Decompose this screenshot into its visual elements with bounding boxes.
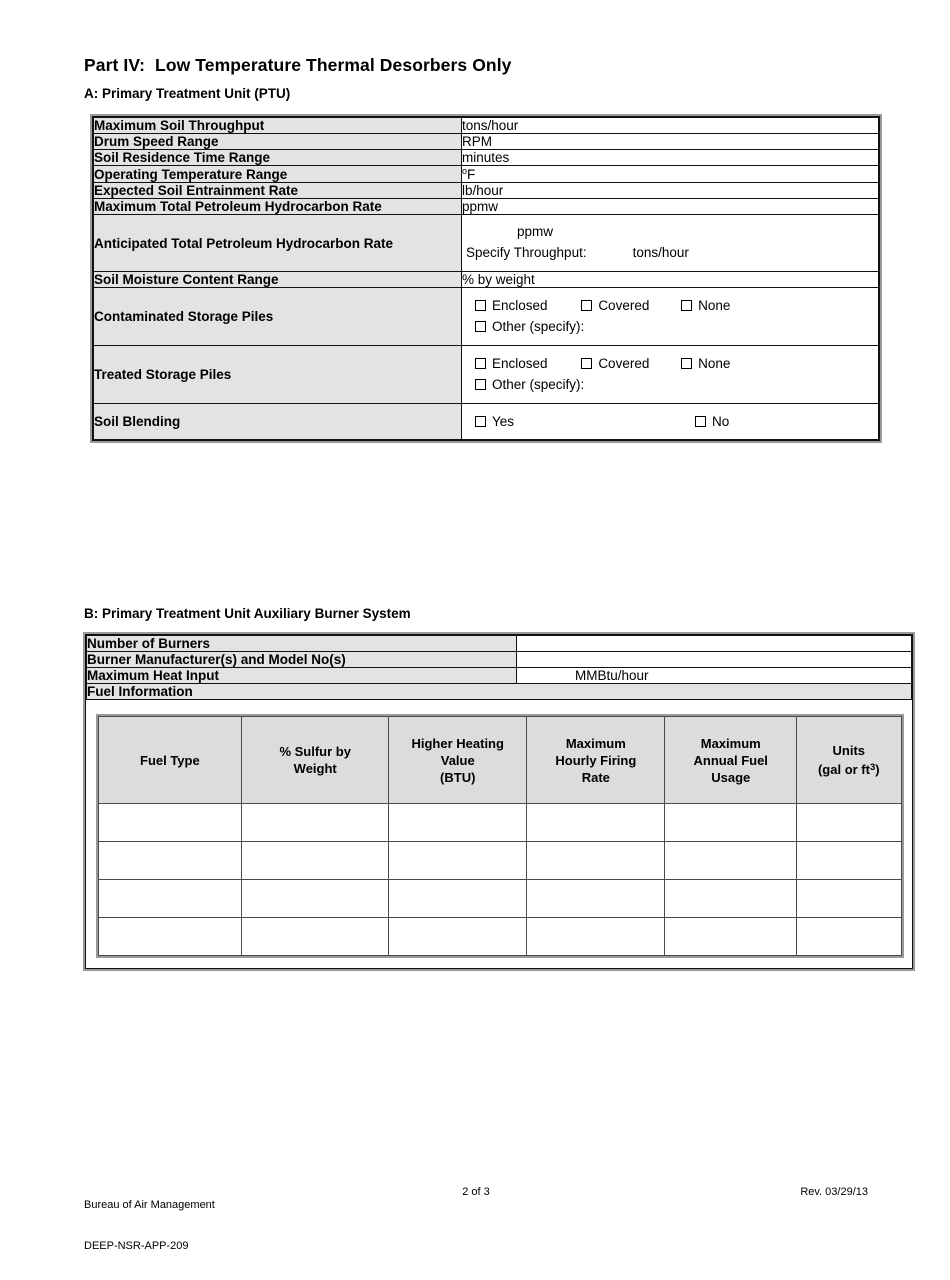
units-close-paren: ) <box>875 762 880 777</box>
table-row <box>94 118 879 134</box>
table-row <box>98 842 901 880</box>
checkbox-line-2 <box>462 316 878 337</box>
checkbox-icon[interactable] <box>681 358 692 369</box>
header-line-3: Rate <box>581 769 610 785</box>
soil-blending-options <box>462 404 879 440</box>
fuel-cell[interactable] <box>797 880 901 918</box>
ptu-table <box>93 117 879 440</box>
burner-table-frame <box>83 632 915 971</box>
fuel-cell[interactable] <box>242 804 389 842</box>
anticipated-tph-unit[interactable]: ppmw <box>517 224 554 239</box>
row-label: Anticipated Total Petroleum Hydrocarbon Rate <box>94 215 462 272</box>
column-header-sulfur <box>242 717 389 804</box>
row-value[interactable] <box>517 636 912 652</box>
checkbox-option-none[interactable] <box>681 295 730 316</box>
checkbox-option-enclosed[interactable] <box>475 353 548 374</box>
footer-form-number: DEEP-NSR-APP-209 <box>84 1239 189 1252</box>
table-row <box>98 880 901 918</box>
checkbox-line-1 <box>462 295 878 316</box>
header-line-1: % Sulfur by <box>279 744 351 759</box>
header-line-3: Usage <box>711 769 751 785</box>
column-header-units <box>797 717 901 804</box>
checkbox-option-other[interactable] <box>475 316 584 337</box>
row-label: Contaminated Storage Piles <box>94 288 462 346</box>
temperature-unit: F <box>467 167 476 182</box>
burner-table-inner <box>85 634 913 969</box>
header-line-1: Maximum <box>565 735 626 751</box>
degree-symbol: o <box>462 166 468 176</box>
checkbox-icon[interactable] <box>681 300 692 311</box>
table-row <box>98 804 901 842</box>
fuel-table-frame <box>96 714 904 958</box>
row-label: Operating Temperature Range <box>94 166 462 183</box>
footer-page-number: 2 of 3 <box>462 1186 490 1198</box>
checkbox-label: Covered <box>598 298 650 313</box>
table-row <box>87 668 912 684</box>
table-row <box>94 346 879 404</box>
fuel-information-label: Fuel Information <box>87 684 912 700</box>
row-value[interactable] <box>517 652 912 668</box>
checkbox-option-enclosed[interactable] <box>475 295 548 316</box>
checkbox-icon[interactable] <box>475 379 486 390</box>
row-label: Burner Manufacturer(s) and Model No(s) <box>87 652 517 668</box>
row-value[interactable] <box>462 166 879 183</box>
row-value[interactable]: lb/hour <box>462 183 879 199</box>
column-header-hourly-firing-rate <box>527 717 665 804</box>
treated-storage-options <box>462 346 879 404</box>
header-line-1: Higher Heating <box>411 735 504 751</box>
fuel-cell[interactable] <box>98 804 242 842</box>
fuel-cell[interactable] <box>797 842 901 880</box>
table-row <box>94 134 879 150</box>
specify-throughput-unit[interactable]: tons/hour <box>632 245 689 260</box>
table-row <box>87 652 912 668</box>
column-header-annual-fuel-usage <box>665 717 797 804</box>
fuel-cell[interactable] <box>389 880 527 918</box>
checkbox-option-covered[interactable] <box>581 353 649 374</box>
column-header-fuel-type <box>98 717 242 804</box>
fuel-cell[interactable] <box>665 918 797 956</box>
footer-revision: Rev. 03/29/13 <box>800 1186 868 1198</box>
fuel-cell[interactable] <box>527 918 665 956</box>
checkbox-option-none[interactable] <box>681 353 730 374</box>
row-label: Maximum Heat Input <box>87 668 517 684</box>
fuel-cell[interactable] <box>527 804 665 842</box>
row-value[interactable]: MMBtu/hour <box>517 668 912 684</box>
specify-throughput-label: Specify Throughput: <box>466 245 587 260</box>
table-row <box>94 150 879 166</box>
fuel-table-container <box>87 700 912 969</box>
checkbox-option-no[interactable] <box>695 411 729 432</box>
table-row <box>94 272 879 288</box>
section-a-heading: A: Primary Treatment Unit (PTU) <box>84 86 291 101</box>
row-label: Soil Blending <box>94 404 462 440</box>
table-row <box>87 684 912 700</box>
row-label: Number of Burners <box>87 636 517 652</box>
row-label: Soil Residence Time Range <box>94 150 462 166</box>
footer-agency: Bureau of Air Management <box>84 1199 215 1211</box>
fuel-cell[interactable] <box>98 918 242 956</box>
table-row <box>94 404 879 440</box>
row-label: Drum Speed Range <box>94 134 462 150</box>
checkbox-icon[interactable] <box>695 416 706 427</box>
fuel-cell[interactable] <box>389 842 527 880</box>
row-label: Maximum Total Petroleum Hydrocarbon Rate <box>94 199 462 215</box>
checkbox-icon[interactable] <box>581 358 592 369</box>
row-label: Maximum Soil Throughput <box>94 118 462 134</box>
checkbox-label: Enclosed <box>492 298 548 313</box>
header-line-2: Hourly Firing <box>555 752 637 768</box>
header-line-2: Annual Fuel <box>693 752 768 768</box>
table-row <box>94 215 879 272</box>
page-title: Part IV: Low Temperature Thermal Desorbers Only <box>84 55 512 75</box>
row-value[interactable]: minutes <box>462 150 879 166</box>
table-row <box>87 700 912 969</box>
ptu-table-frame <box>90 114 882 443</box>
checkbox-option-other[interactable] <box>475 374 584 395</box>
fuel-table-wrap <box>87 700 912 968</box>
checkbox-label: None <box>698 298 731 313</box>
fuel-cell[interactable] <box>527 880 665 918</box>
fuel-cell[interactable] <box>665 880 797 918</box>
checkbox-label: Covered <box>598 356 650 371</box>
header-line-1: Units <box>832 743 866 758</box>
header-line-2: Value <box>440 752 475 768</box>
fuel-cell[interactable] <box>242 842 389 880</box>
row-value[interactable]: ppmw <box>462 199 879 215</box>
header-line-2 <box>797 759 900 778</box>
table-row <box>94 288 879 346</box>
checkbox-line-yesno <box>462 411 878 432</box>
fuel-cell[interactable] <box>242 918 389 956</box>
row-value-group <box>462 215 879 272</box>
checkbox-label: Enclosed <box>492 356 548 371</box>
fuel-table <box>98 716 902 956</box>
checkbox-icon[interactable] <box>475 416 486 427</box>
checkbox-label: Other (specify): <box>492 319 585 334</box>
header-line-2: Weight <box>293 761 337 776</box>
specify-throughput-line <box>462 242 878 263</box>
fuel-cell[interactable] <box>797 918 901 956</box>
table-row <box>87 636 912 652</box>
header-line-3: (BTU) <box>440 769 476 785</box>
checkbox-option-covered[interactable] <box>581 295 649 316</box>
checkbox-option-yes[interactable] <box>475 411 695 432</box>
fuel-cell[interactable] <box>665 842 797 880</box>
fuel-cell[interactable] <box>527 842 665 880</box>
row-label: Treated Storage Piles <box>94 346 462 404</box>
checkbox-icon[interactable] <box>581 300 592 311</box>
fuel-table-header-row <box>98 717 901 804</box>
fuel-cell[interactable] <box>389 918 527 956</box>
table-row <box>94 183 879 199</box>
checkbox-line-2 <box>462 374 878 395</box>
table-row <box>94 199 879 215</box>
units-text: (gal or ft <box>817 762 870 777</box>
contaminated-storage-options <box>462 288 879 346</box>
fuel-cell[interactable] <box>98 842 242 880</box>
row-label: Soil Moisture Content Range <box>94 272 462 288</box>
table-row <box>94 166 879 183</box>
header-line-1: Fuel Type <box>140 752 200 768</box>
checkbox-icon[interactable] <box>475 358 486 369</box>
table-row <box>98 918 901 956</box>
row-label: Expected Soil Entrainment Rate <box>94 183 462 199</box>
checkbox-label: Other (specify): <box>492 377 585 392</box>
ptu-table-inner <box>92 116 880 441</box>
cube-superscript: 3 <box>869 762 876 773</box>
row-value[interactable]: RPM <box>462 134 879 150</box>
checkbox-icon[interactable] <box>475 321 486 332</box>
header-line-1: Maximum <box>700 735 761 751</box>
checkbox-label: Yes <box>492 414 515 429</box>
burner-table <box>86 635 912 968</box>
column-header-heating-value <box>389 717 527 804</box>
fuel-cell[interactable] <box>242 880 389 918</box>
fuel-cell[interactable] <box>797 804 901 842</box>
fuel-cell[interactable] <box>665 804 797 842</box>
checkbox-label: None <box>698 356 731 371</box>
row-value[interactable]: tons/hour <box>462 118 879 134</box>
checkbox-line-1 <box>462 353 878 374</box>
fuel-cell[interactable] <box>98 880 242 918</box>
checkbox-icon[interactable] <box>475 300 486 311</box>
section-b-heading: B: Primary Treatment Unit Auxiliary Burner System <box>84 606 411 621</box>
row-value[interactable]: % by weight <box>462 272 879 288</box>
fuel-cell[interactable] <box>389 804 527 842</box>
checkbox-label: No <box>712 414 730 429</box>
